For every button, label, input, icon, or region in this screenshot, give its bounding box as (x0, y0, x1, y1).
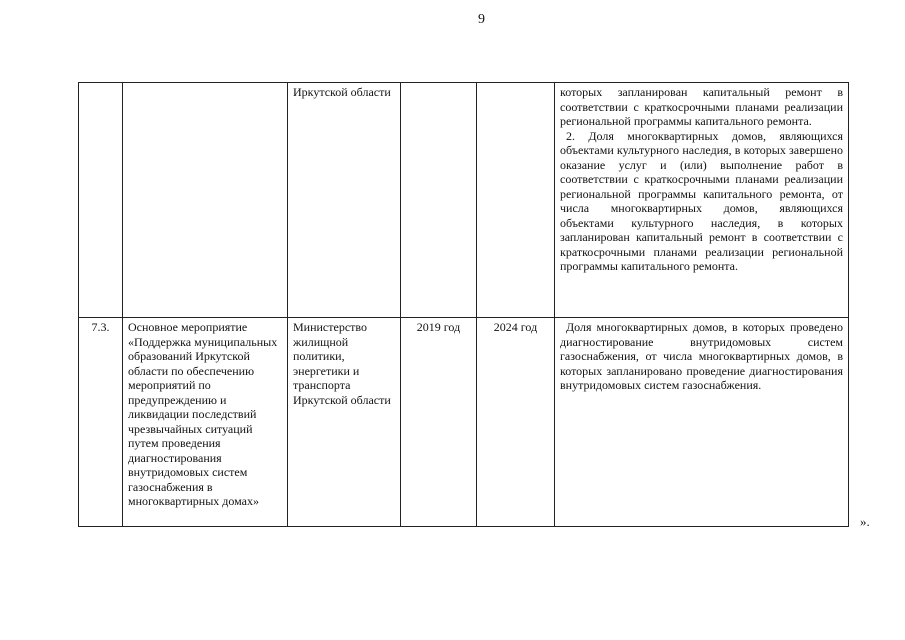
indicator-text: которых запланирован капитальный ремонт в соответствии с краткосрочными планами реализации региональной программы капитального ремонта. (560, 85, 843, 128)
row-number-cell: 7.3. (79, 318, 123, 527)
end-year-cell (477, 83, 555, 318)
indicator-text: Доля многоквартирных домов, в которых проведено диагностирование внутридомовых систем газоснабжения, от числа многоквартирных домов, в которых запланировано проведение диагностирования внутридомовых систем газоснабжения. (560, 320, 843, 392)
program-table (78, 82, 849, 527)
indicator-text: 2. Доля многоквартирных домов, являющихся объектами культурного наследия, в которых завершено оказание услуг и (или) выполнение работ в соответствии с краткосрочными планами реализации региональной программы капитального ремонта, от числа многоквартирных домов, являющихся объектами культурного наследия, в которых запланирован капитальный ремонт в соответствии с краткосрочными планами реализации региональной программы капитального ремонта. (560, 128, 843, 273)
start-year-cell: 2019 год (401, 318, 477, 527)
row-number-cell (79, 83, 123, 318)
start-year-cell (401, 83, 477, 318)
indicators-cell (555, 318, 849, 527)
executor-cell: Министерство жилищной политики, энергетики и транспорта Иркутской области (288, 318, 401, 527)
event-name-cell (123, 83, 288, 318)
event-name-cell: Основное мероприятие «Поддержка муниципальных образований Иркутской области по обеспечению мероприятий по предупреждению и ликвидации последствий чрезвычайных ситуаций путем проведения диагностирования внутридомовых систем газоснабжения в многоквартирных домах» (123, 318, 288, 527)
closing-quote-mark: ». (860, 514, 870, 529)
executor-cell: Иркутской области (288, 83, 401, 318)
table-row (79, 83, 849, 318)
indicators-cell (555, 83, 849, 318)
end-year-cell: 2024 год (477, 318, 555, 527)
table-row (79, 318, 849, 527)
page-number: 9 (478, 12, 485, 27)
